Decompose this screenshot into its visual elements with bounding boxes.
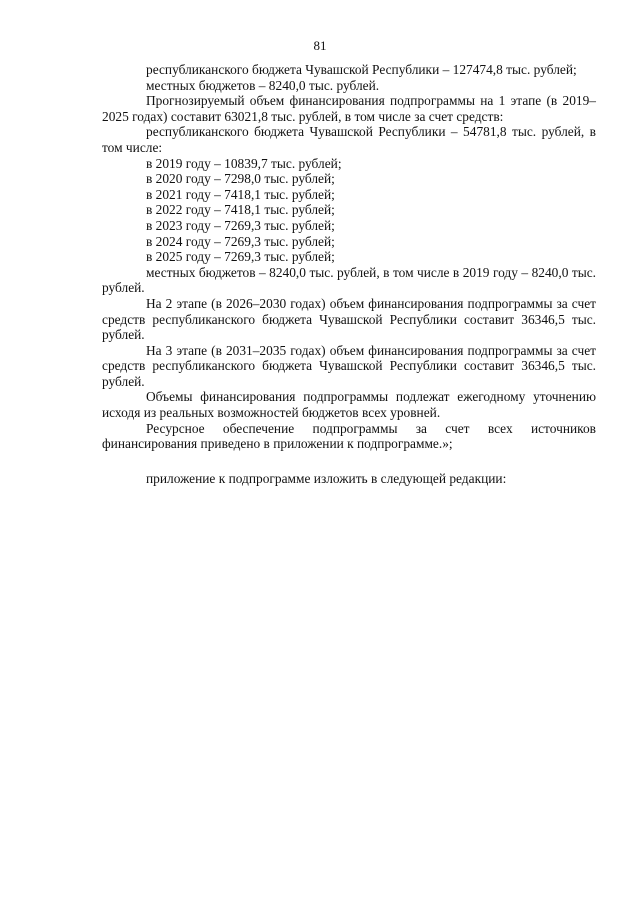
blank-line (102, 452, 596, 471)
year-item-2024: в 2024 году – 7269,3 тыс. рублей; (146, 233, 335, 249)
document-body (102, 62, 596, 486)
year-item-2020: в 2020 году – 7298,0 тыс. рублей; (146, 171, 335, 187)
page-number: 81 (313, 38, 327, 53)
paragraph-stage1-local-budget: местных бюджетов – 8240,0 тыс. рублей, в том числе в 2019 году – 8240,0 тыс. рублей. (102, 264, 596, 296)
paragraph-local-budget-total: местных бюджетов – 8240,0 тыс. рублей. (146, 77, 380, 93)
paragraph-resource-provision: Ресурсное обеспечение подпрограммы за счет всех источников финансирования приведено в приложении к подпрограмме.»; (102, 420, 596, 452)
year-item-2022: в 2022 году – 7418,1 тыс. рублей; (146, 202, 335, 218)
year-item-2021: в 2021 году – 7418,1 тыс. рублей; (146, 186, 335, 202)
paragraph-stage1-republic-budget: республиканского бюджета Чувашской Республики – 54781,8 тыс. рублей, в том числе: (102, 124, 596, 155)
paragraph-stage2-funding: На 2 этапе (в 2026–2030 годах) объем финансирования подпрограммы за счет средств республиканского бюджета Чувашской Республики составит 36346,5 тыс. рублей. (102, 295, 596, 343)
year-item-2019: в 2019 году – 10839,7 тыс. рублей; (146, 155, 342, 171)
paragraph-stage1-forecast: Прогнозируемый объем финансирования подпрограммы на 1 этапе (в 2019–2025 годах) составит 63021,8 тыс. рублей, в том числе за счет средств: (102, 93, 596, 124)
year-item-2023: в 2023 году – 7269,3 тыс. рублей; (146, 217, 335, 233)
paragraph-appendix-instruction: приложение к подпрограмме изложить в следующей редакции: (146, 470, 507, 486)
paragraph-republic-budget-total: республиканского бюджета Чувашской Республики – 127474,8 тыс. рублей; (146, 62, 577, 77)
year-item-2025: в 2025 году – 7269,3 тыс. рублей; (146, 249, 335, 265)
paragraph-stage3-funding: На 3 этапе (в 2031–2035 годах) объем финансирования подпрограммы за счет средств республиканского бюджета Чувашской Республики составит 36346,5 тыс. рублей. (102, 342, 596, 389)
paragraph-annual-update: Объемы финансирования подпрограммы подлежат ежегодному уточнению исходя из реальных возможностей бюджетов всех уровней. (102, 389, 596, 421)
